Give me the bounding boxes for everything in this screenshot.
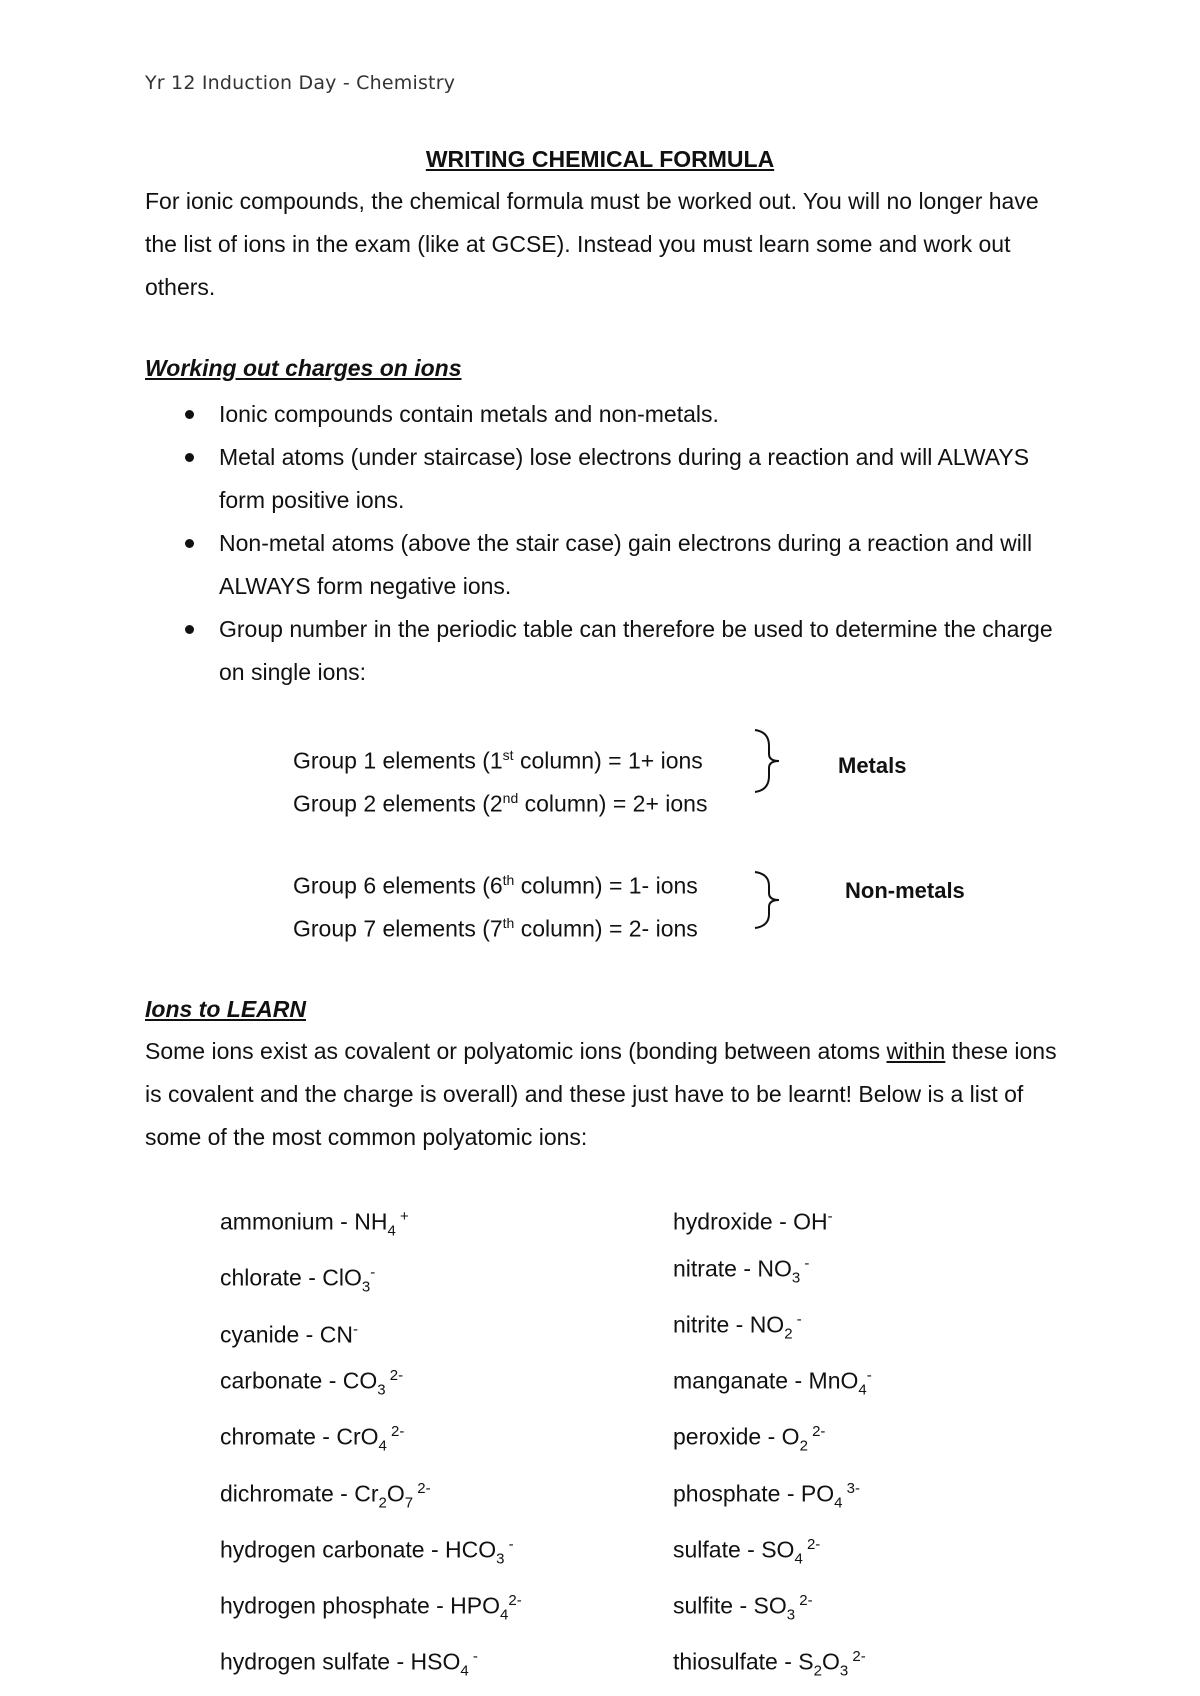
metals-brace-icon xyxy=(745,728,785,794)
ion-item: cyanide - CN- xyxy=(220,1320,358,1348)
ion-item: sulfite - $SO_3$ $^{2-}$ xyxy=(673,1592,813,1624)
group-2-line: Group 2 elements (2nd column) = 2+ ions xyxy=(293,790,708,817)
group-7-line: Group 7 elements (7th column) = 2- ions xyxy=(293,915,698,942)
intro-paragraph: For ionic compounds, the chemical formula must be worked out. You will no longer have the list of ions in the exam (like at GCSE). Instead you must learn some and work out others. xyxy=(145,188,1039,300)
bullet-dot-icon xyxy=(185,410,194,419)
ion-item: ammonium - $NH_4$ + xyxy=(220,1208,409,1240)
ion-item: carbonate - $CO_3$ $^{2-}$ xyxy=(220,1367,404,1399)
bullet-item: Ionic compounds contain metals and non-metals. xyxy=(185,393,1065,436)
nonmetals-label: Non-metals xyxy=(845,878,965,903)
ion-item: nitrate - $NO_3$ - xyxy=(673,1254,810,1286)
ions-paragraph: Some ions exist as covalent or polyatomic ions (bonding between atoms within these ions is covalent and the charge is overall) and these just have to be learnt! Below is a list of some of the most common polyatomic ions: xyxy=(145,1038,1057,1150)
bullet-item: Group number in the periodic table can therefore be used to determine the charge on single ions: xyxy=(185,608,1065,694)
ions-list-left xyxy=(220,1196,522,1693)
ion-item: peroxide - $O_2$ $^{2-}$ xyxy=(673,1423,826,1455)
ions-list-right xyxy=(673,1196,872,1693)
group-6-line: Group 6 elements (6th column) = 1- ions xyxy=(293,872,698,899)
ion-item: hydrogen sulfate - $HSO_4$ - xyxy=(220,1648,478,1680)
section-heading-charges: Working out charges on ions xyxy=(145,355,462,381)
charges-bullet-list xyxy=(185,393,1065,694)
ion-item: chromate - CrO$_4$ $^{2-}$ xyxy=(220,1423,405,1455)
bullet-dot-icon xyxy=(185,625,194,634)
ion-item: sulfate - $SO_4$ $^{2-}$ xyxy=(673,1535,821,1568)
ion-item: phosphate - $PO_4$ $^{3-}$ xyxy=(673,1479,860,1511)
ion-item: thiosulfate - $S_2O_3$ $^{2-}$ xyxy=(673,1648,866,1680)
page-title: WRITING CHEMICAL FORMULA xyxy=(425,146,775,172)
bullet-dot-icon xyxy=(185,453,194,462)
bullet-item: Metal atoms (under staircase) lose electrons during a reaction and will ALWAYS form positive ions. xyxy=(185,436,1065,522)
nonmetals-brace-icon xyxy=(745,870,785,930)
ion-item: hydrogen phosphate - $HPO_4^{2-}$ xyxy=(220,1592,522,1624)
ion-item: dichromate - $Cr_2O_7$ $^{2-}$ xyxy=(220,1479,431,1511)
metals-label: Metals xyxy=(838,753,907,778)
ion-item: manganate - MnO$_4$- xyxy=(673,1367,872,1399)
bullet-dot-icon xyxy=(185,539,194,548)
ion-item: hydrogen carbonate - $HCO_3$ - xyxy=(220,1535,514,1568)
group-1-line: Group 1 elements (1st column) = 1+ ions xyxy=(293,747,703,774)
page-header: Yr 12 Induction Day - Chemistry xyxy=(145,72,456,94)
section-heading-ions: Ions to LEARN xyxy=(145,996,306,1022)
ion-item: hydroxide - OH- xyxy=(673,1208,833,1235)
ion-item: nitrite - $NO_2$ - xyxy=(673,1310,802,1343)
bullet-item: Non-metal atoms (above the stair case) gain electrons during a reaction and will ALWAYS form negative ions. xyxy=(185,522,1065,608)
ion-item: chlorate - ClO$_3$- xyxy=(220,1264,376,1296)
